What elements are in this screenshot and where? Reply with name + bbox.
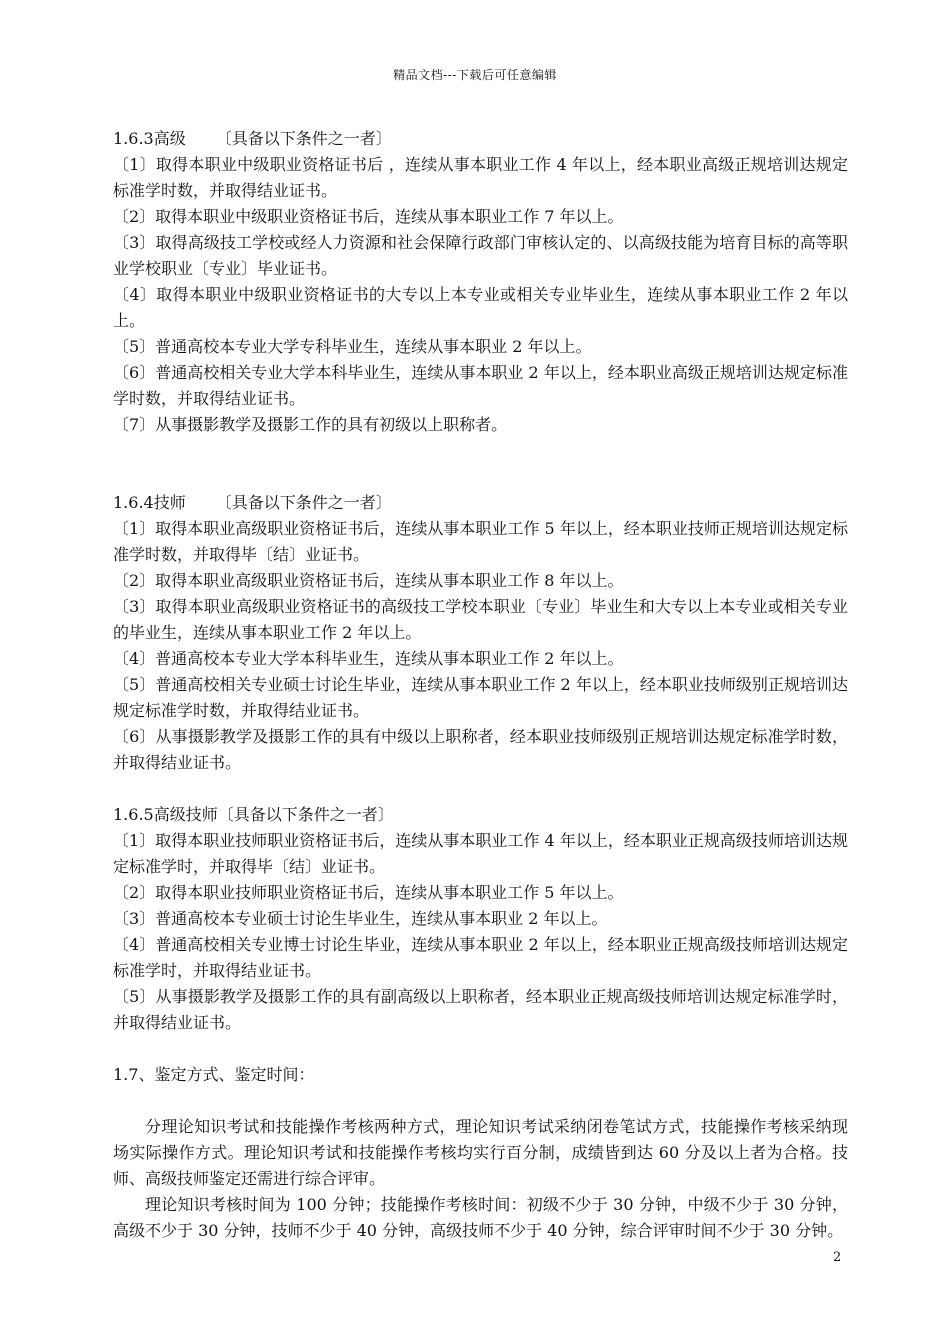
list-item: 〔2〕取得本职业高级职业资格证书后，连续从事本职业工作 8 年以上。 <box>113 571 624 590</box>
section-condition: 〔具备以下条件之一者〕 <box>215 493 392 512</box>
section-title-1-6-3 <box>113 126 848 152</box>
list-item: 〔3〕取得本职业高级职业资格证书的高级技工学校本职业〔专业〕毕业生和大专以上本专业或相关专业的毕业生，连续从事本职业工作 2 年以上。 <box>113 597 848 642</box>
page-header: 精品文档---下载后可任意编辑 <box>393 68 557 82</box>
list-item: 〔5〕从事摄影教学及摄影工作的具有副高级以上职称者，经本职业正规高级技师培训达规定标准学时，并取得结业证书。 <box>113 987 848 1032</box>
section-title-1-6-4 <box>113 490 848 516</box>
list-item: 〔4〕普通高校相关专业博士讨论生毕业，连续从事本职业 2 年以上，经本职业正规高级技师培训达规定标准学时，并取得结业证书。 <box>113 935 848 980</box>
section-condition: 〔具备以下条件之一者〕 <box>217 805 394 824</box>
list-item: 〔1〕取得本职业中级职业资格证书后 ，连续从事本职业工作 4 年以上，经本职业高级正规培训达规定标准学时数，并取得结业证书。 <box>113 155 848 200</box>
list-item: 〔4〕普通高校本专业大学本科毕业生，连续从事本职业工作 2 年以上。 <box>113 649 624 668</box>
list-item: 〔2〕取得本职业中级职业资格证书后，连续从事本职业工作 7 年以上。 <box>113 207 624 226</box>
list-item: 〔4〕取得本职业中级职业资格证书的大专以上本专业或相关专业毕业生，连续从事本职业工作 2 年以上。 <box>113 285 848 330</box>
list-item: 〔5〕普通高校本专业大学专科毕业生，连续从事本职业 2 年以上。 <box>113 337 592 356</box>
paragraph-assessment-method: 分理论知识考试和技能操作考核两种方式，理论知识考试采纳闭卷笔试方式，技能操作考核采纳现场实际操作方式。理论知识考试和技能操作考核均实行百分制，成绩皆到达 60 分及以上者为合格。技师、高级技师鉴定还需进行综合评审。 <box>113 1117 848 1188</box>
list-item: 〔3〕普通高校本专业硕士讨论生毕业生，连续从事本职业 2 年以上。 <box>113 909 608 928</box>
section-condition: 〔具备以下条件之一者〕 <box>215 129 392 148</box>
section-title-1-7: 1.7、鉴定方式、鉴定时间： <box>113 1065 315 1084</box>
section-number: 1.6.4 <box>113 493 154 512</box>
list-item: 〔3〕取得高级技工学校或经人力资源和社会保障行政部门审核认定的、以高级技能为培育目标的高等职业学校职业〔专业〕毕业证书。 <box>113 233 848 278</box>
list-item: 〔7〕从事摄影教学及摄影工作的具有初级以上职称者。 <box>113 415 508 434</box>
list-item: 〔6〕普通高校相关专业大学本科毕业生，连续从事本职业 2 年以上，经本职业高级正规培训达规定标准学时数，并取得结业证书。 <box>113 363 848 408</box>
section-number: 1.6.5 <box>113 805 154 824</box>
section-name: 高级 <box>153 129 186 148</box>
list-item: 〔5〕普通高校相关专业硕士讨论生毕业，连续从事本职业工作 2 年以上，经本职业技师级别正规培训达规定标准学时数，并取得结业证书。 <box>113 675 848 720</box>
page-number: 2 <box>833 1250 842 1265</box>
document-body <box>113 126 848 1244</box>
list-item: 〔6〕从事摄影教学及摄影工作的具有中级以上职称者，经本职业技师级别正规培训达规定标准学时数，并取得结业证书。 <box>113 727 848 772</box>
list-item: 〔2〕取得本职业技师职业资格证书后，连续从事本职业工作 5 年以上。 <box>113 883 624 902</box>
section-name: 高级技师 <box>153 805 218 824</box>
paragraph-assessment-time: 理论知识考核时间为 100 分钟；技能操作考核时间：初级不少于 30 分钟，中级不少于 30 分钟，高级不少于 30 分钟，技师不少于 40 分钟，高级技师不少于 40 分钟，综合评审时间不少于 30 分钟。 <box>113 1195 848 1240</box>
list-item: 〔1〕取得本职业高级职业资格证书后，连续从事本职业工作 5 年以上，经本职业技师正规培训达规定标准学时数，并取得毕〔结〕业证书。 <box>113 519 848 564</box>
section-number: 1.6.3 <box>113 129 154 148</box>
section-title-1-6-5 <box>113 802 848 828</box>
list-item: 〔1〕取得本职业技师职业资格证书后，连续从事本职业工作 4 年以上，经本职业正规高级技师培训达规定标准学时，并取得毕〔结〕业证书。 <box>113 831 848 876</box>
section-name: 技师 <box>153 493 186 512</box>
